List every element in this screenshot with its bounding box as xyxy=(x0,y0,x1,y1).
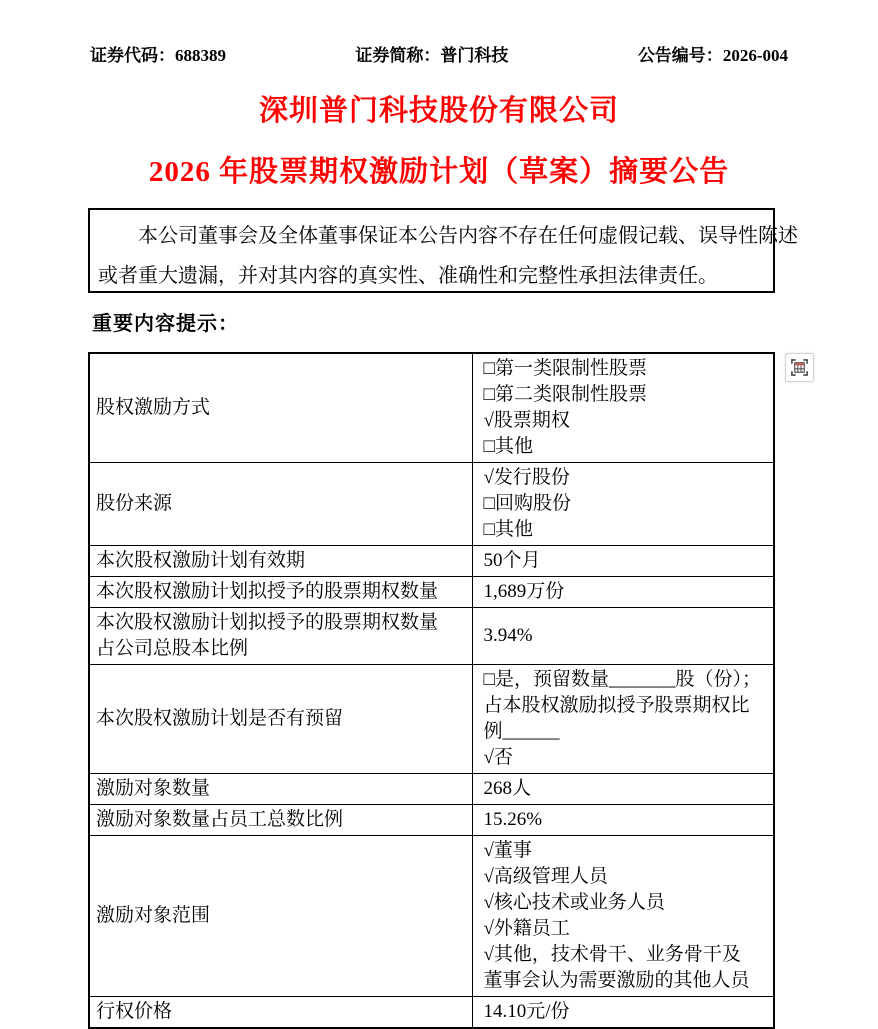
row-value-cell-line: √发行股份 xyxy=(483,467,570,488)
row-label-cell-line: 本次股权激励计划是否有预留 xyxy=(96,708,344,729)
table-row xyxy=(90,835,773,996)
row-value-cell[interactable] xyxy=(472,836,773,996)
row-label-cell-line: 股份来源 xyxy=(96,493,173,514)
stock-code xyxy=(90,41,226,66)
table-row xyxy=(90,804,773,835)
row-value-cell[interactable] xyxy=(472,665,773,773)
row-label-cell-line: 本次股权激励计划拟授予的股票期权数量 xyxy=(96,612,439,633)
row-label-cell-line: 占公司总股本比例 xyxy=(96,638,249,659)
announcement-number xyxy=(638,41,788,66)
row-value-cell[interactable] xyxy=(472,546,773,576)
row-value-cell-line: 268人 xyxy=(483,778,531,799)
row-label-cell[interactable] xyxy=(90,805,472,835)
table-select-button[interactable] xyxy=(785,353,814,382)
table-row xyxy=(90,773,773,804)
row-value-cell-line: √高级管理人员 xyxy=(483,866,608,887)
important-notice-heading: 重要内容提示： xyxy=(92,313,239,335)
stock-code-label: 证券代码： xyxy=(90,46,175,65)
row-label-cell-line: 本次股权激励计划拟授予的股票期权数量 xyxy=(96,581,439,602)
row-value-cell-line: □第一类限制性股票 xyxy=(483,358,647,379)
table-row xyxy=(90,545,773,576)
row-value-cell-line: 1,689万份 xyxy=(483,581,565,602)
table-row xyxy=(90,462,773,545)
row-value-cell-line: √股票期权 xyxy=(483,410,570,431)
row-value-cell-line: 15.26% xyxy=(483,809,543,830)
row-label-cell-line: 激励对象数量占员工总数比例 xyxy=(96,809,344,830)
row-value-cell-line: 例______ xyxy=(483,721,560,742)
row-value-cell-line: √董事 xyxy=(483,840,532,861)
row-value-cell[interactable] xyxy=(472,354,773,462)
row-label-cell-line: 激励对象范围 xyxy=(96,905,211,926)
row-value-cell-line: □其他 xyxy=(483,436,533,457)
table-row xyxy=(90,996,773,1027)
row-value-cell[interactable] xyxy=(472,463,773,545)
table-row xyxy=(90,607,773,664)
row-value-cell[interactable] xyxy=(472,608,773,664)
row-value-cell-line: 14.10元/份 xyxy=(483,1001,570,1022)
row-label-cell[interactable] xyxy=(90,546,472,576)
table-row xyxy=(90,354,773,462)
row-value-cell-line: √否 xyxy=(483,747,513,768)
row-value-cell-line: □是，预留数量_______股（份）； xyxy=(483,669,761,690)
summary-table xyxy=(88,352,775,1029)
table-row xyxy=(90,664,773,773)
row-value-cell-line: □第二类限制性股票 xyxy=(483,384,647,405)
row-value-cell-line: √核心技术或业务人员 xyxy=(483,892,665,913)
row-label-cell[interactable] xyxy=(90,836,472,996)
board-disclaimer-box xyxy=(88,208,798,293)
row-value-cell[interactable] xyxy=(472,805,773,835)
row-label-cell-line: 激励对象数量 xyxy=(96,778,211,799)
announcement-number-value: 2026-004 xyxy=(722,46,788,65)
row-value-cell-line: □其他 xyxy=(483,519,533,540)
row-label-cell[interactable] xyxy=(90,354,472,462)
row-label-cell[interactable] xyxy=(90,577,472,607)
stock-name-value: 普门科技 xyxy=(440,46,509,65)
table-select-icon xyxy=(790,358,809,377)
row-value-cell-line: 董事会认为需要激励的其他人员 xyxy=(483,970,750,991)
table-row xyxy=(90,576,773,607)
row-value-cell-line: □回购股份 xyxy=(483,493,571,514)
row-label-cell-line: 行权价格 xyxy=(96,1001,173,1022)
row-value-cell[interactable] xyxy=(472,774,773,804)
announcement-title: 2026 年股票期权激励计划（草案）摘要公告 xyxy=(148,156,730,188)
row-value-cell[interactable] xyxy=(472,577,773,607)
row-value-cell-line: √其他，技术骨干、业务骨干及 xyxy=(483,944,741,965)
stock-code-value: 688389 xyxy=(175,46,226,65)
row-value-cell-line: 3.94% xyxy=(483,625,533,646)
disclaimer-line: 或者重大遗漏，并对其内容的真实性、准确性和完整性承担法律责任。 xyxy=(98,265,718,287)
row-label-cell-line: 股权激励方式 xyxy=(96,397,211,418)
row-value-cell-line: 50个月 xyxy=(483,550,541,571)
row-label-cell-line: 本次股权激励计划有效期 xyxy=(96,550,306,571)
row-value-cell-line: 占本股权激励拟授予股票期权比 xyxy=(483,695,750,716)
row-label-cell[interactable] xyxy=(90,774,472,804)
announcement-number-label: 公告编号： xyxy=(637,46,723,65)
row-value-cell-line: √外籍员工 xyxy=(483,918,570,939)
document-header xyxy=(90,41,788,66)
row-label-cell[interactable] xyxy=(90,665,472,773)
company-title: 深圳普门科技股份有限公司 xyxy=(258,95,619,127)
stock-name xyxy=(355,41,508,66)
stock-name-label: 证券简称： xyxy=(355,46,441,65)
disclaimer-line: 本公司董事会及全体董事保证本公告内容不存在任何虚假记载、误导性陈述 xyxy=(138,225,798,247)
row-label-cell[interactable] xyxy=(90,608,472,664)
row-label-cell[interactable] xyxy=(90,463,472,545)
